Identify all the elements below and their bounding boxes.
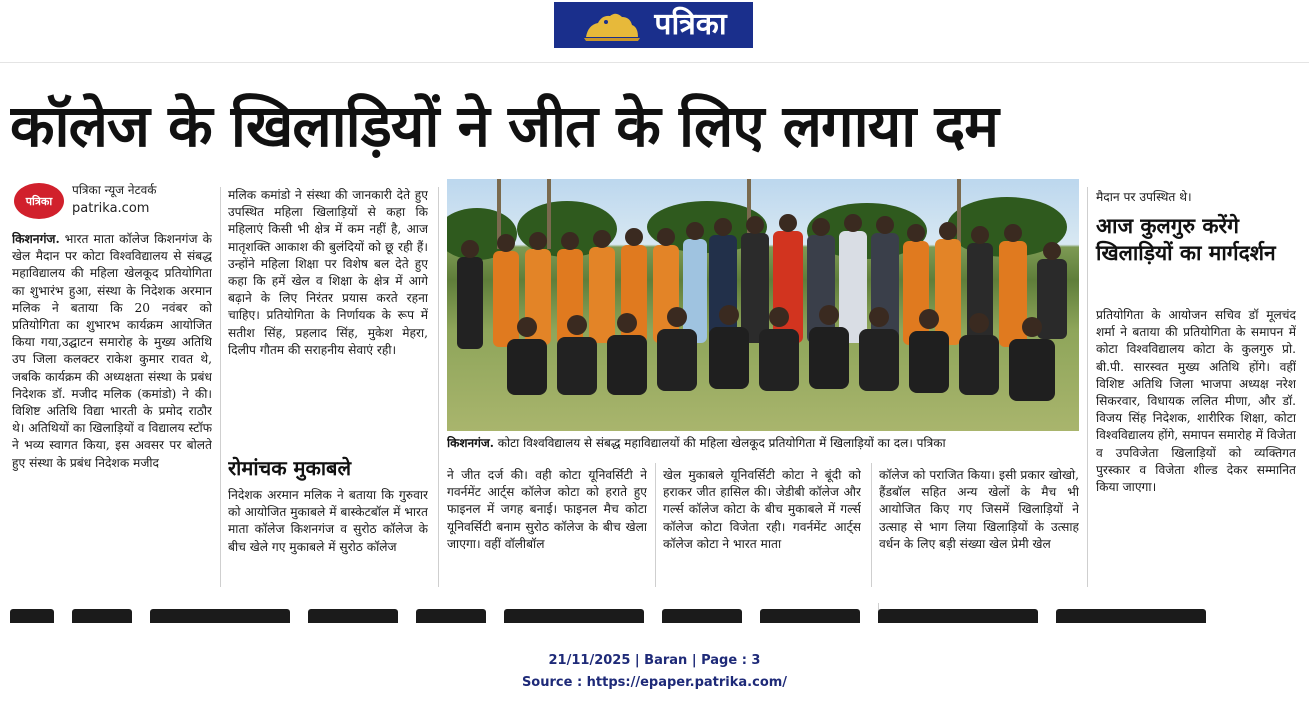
article-headline: कॉलेज के खिलाड़ियों ने जीत के लिए लगाया दम xyxy=(10,92,998,160)
subheading-kulguru: आज कुलगुरु करेंगे खिलाड़ियों का मार्गदर्शन xyxy=(1096,214,1276,265)
column-divider xyxy=(871,463,872,587)
column-divider xyxy=(220,187,221,587)
photo-caption xyxy=(447,433,1079,453)
team-photo xyxy=(447,179,1079,431)
article-column-3: ने जीत दर्ज की। वही कोटा यूनिवर्सिटी ने गवर्नमेंट आर्ट्स कॉलेज कोटा को हराते हुए फाइनल में जगह बनाई। फाइनल मैच कोटा यूनिवर्सिटी बनाम सुरोठ कॉलेज के बीच खेला जाएगा। वहीं वॉलीबॉल xyxy=(447,468,647,551)
masthead-logo xyxy=(554,2,753,48)
article-column-2: मलिक कमांडो ने संस्था की जानकारी देते हुए उपस्थित महिला खिलाड़ियों से कहा कि महिलाएं किसी भी क्षेत्र में कम नहीं है, आज मातृशक्ति आकाश की बुलंदियों को छू रही हैं। उन्होंने महिला शिक्षा पर विशेष बल देते हुए कहा कि हमें खेल व शिक्षा के क्षेत्र में आगे बढ़ाने के लिए निरंतर प्रयास करते रहना चाहिए। प्रतियोगिता के निर्णायक के रूप में सतीश सिंह, प्रहलाद सिंह, मुकेश मेहरा, दिलीप गौतम की सराहनीय सेवाएं रही। xyxy=(228,188,428,357)
next-article-cropped-heading xyxy=(10,603,1300,623)
byline xyxy=(14,179,214,223)
column-1-text: भारत माता कॉलेज किशनगंज के खेल मैदान पर कोटा विश्वविद्यालय से संबद्ध महाविद्यालय की महिला खेलकूद प्रतियोगिता का शुभारंभ हुआ, संस्था के निदेशक अरमान मलिक ने बताया कि 20 नवंबर को प्रतियोगिता का शुभारभ कार्यक्रम आयोजित किया गया,उद्घाटन समारोह के मुख्य अतिथि उप जिला कलक्टर राकेश कुमार रावत थे, जबकि कार्यक्रम की अध्यक्षता संस्था के प्रबंध निदेशक डॉ. मजीद मलिक (कमांडो) ने की। विशिष्ट अतिथि विद्या भारती के प्रमोद राठौर थे। अतिथियों का खिलाड़ियों व विद्यालय स्टॉफ ने भव्य स्वागत किया, इस अवसर पर बोलते हुए संस्था के प्रबंध निदेशक मजीद xyxy=(12,232,212,470)
byline-site: patrika.com xyxy=(72,201,150,216)
news-clipping xyxy=(0,62,1309,622)
byline-network: पत्रिका न्यूज नेटवर्क xyxy=(72,183,157,197)
article-column-6-top: मैदान पर उपस्थित थे। xyxy=(1096,190,1192,204)
source-footer xyxy=(0,650,1309,694)
subheading-romanchak: रोमांचक मुकाबले xyxy=(228,456,352,480)
article-column-5: कॉलेज को पराजित किया। इसी प्रकार खोखो, हैंडबॉल सहित अन्य खेलों के मैच भी आयोजित किए गए जिसमें खिलाड़ियों ने उत्साह से भाग लिया खिलाड़ियों के उत्साह वर्धन के लिए बड़ी संख्या खेल प्रेमी खेल xyxy=(879,468,1079,551)
lion-emblem-icon xyxy=(580,7,644,43)
masthead-title: पत्रिका xyxy=(654,7,727,42)
dateline: किशनगंज. xyxy=(12,232,60,246)
article-column-6: प्रतियोगिता के आयोजन सचिव डॉ मूलचंद शर्मा ने बताया की प्रतियोगिता के समापन में कोटा विश्वविद्यालय कोटा के कुलगुरु प्रो. बी.पी. सारस्वत मुख्य अतिथि होंगे। वहीं विशिष्ट अतिथि जिला भाजपा अध्यक्ष नरेश सिकरवार, विधायक ललित मीणा, और डॉ. विजय सिंह निदेशक, शारीरिक शिक्षा, कोटा विश्वविद्यालय होंगे, समापन समारोह में विजेता व उपविजेता खिलाड़ियों को व्यक्तिगत पुरस्कार व विजेता शील्ड देकर सम्मानित किया जाएगा। xyxy=(1096,308,1296,495)
article-column-2b: निदेशक अरमान मलिक ने बताया कि गुरुवार को आयोजित मुकाबले में बास्केटबॉल में भारत माता कॉलेज किशनगंज व सुरोठ कॉलेज के बीच खेले गए मुकाबले में सुरोठ कॉलेज xyxy=(228,488,428,554)
team-photo-illustration xyxy=(447,179,1079,431)
patrika-badge-icon: पत्रिका xyxy=(14,183,64,219)
caption-place: किशनगंज. xyxy=(447,436,494,450)
source-line: Source : https://epaper.patrika.com/ xyxy=(521,675,788,690)
article-column-1 xyxy=(12,231,212,587)
article-column-4: खेल मुकाबले यूनिवर्सिटी कोटा ने बूंदी को हराकर जीत हासिल की। जेडीबी कॉलेज और गर्ल्स कॉलेज कोटा के बीच मुकाबले में गर्ल्स कॉलेज कोटा विजेता रही। गवर्नमेंट आर्ट्स कॉलेज कोटा ने भारत माता xyxy=(663,468,861,551)
column-divider xyxy=(438,187,439,587)
edition-line: 21/11/2025 | Baran | Page : 3 xyxy=(548,653,761,668)
column-divider xyxy=(655,463,656,587)
seated-players xyxy=(507,327,1055,401)
column-divider xyxy=(1087,187,1088,587)
caption-text: कोटा विश्वविद्यालय से संबद्ध महाविद्यालयों की महिला खेलकूद प्रतियोगिता में खिलाड़ियों का दल। पत्रिका xyxy=(493,436,946,450)
